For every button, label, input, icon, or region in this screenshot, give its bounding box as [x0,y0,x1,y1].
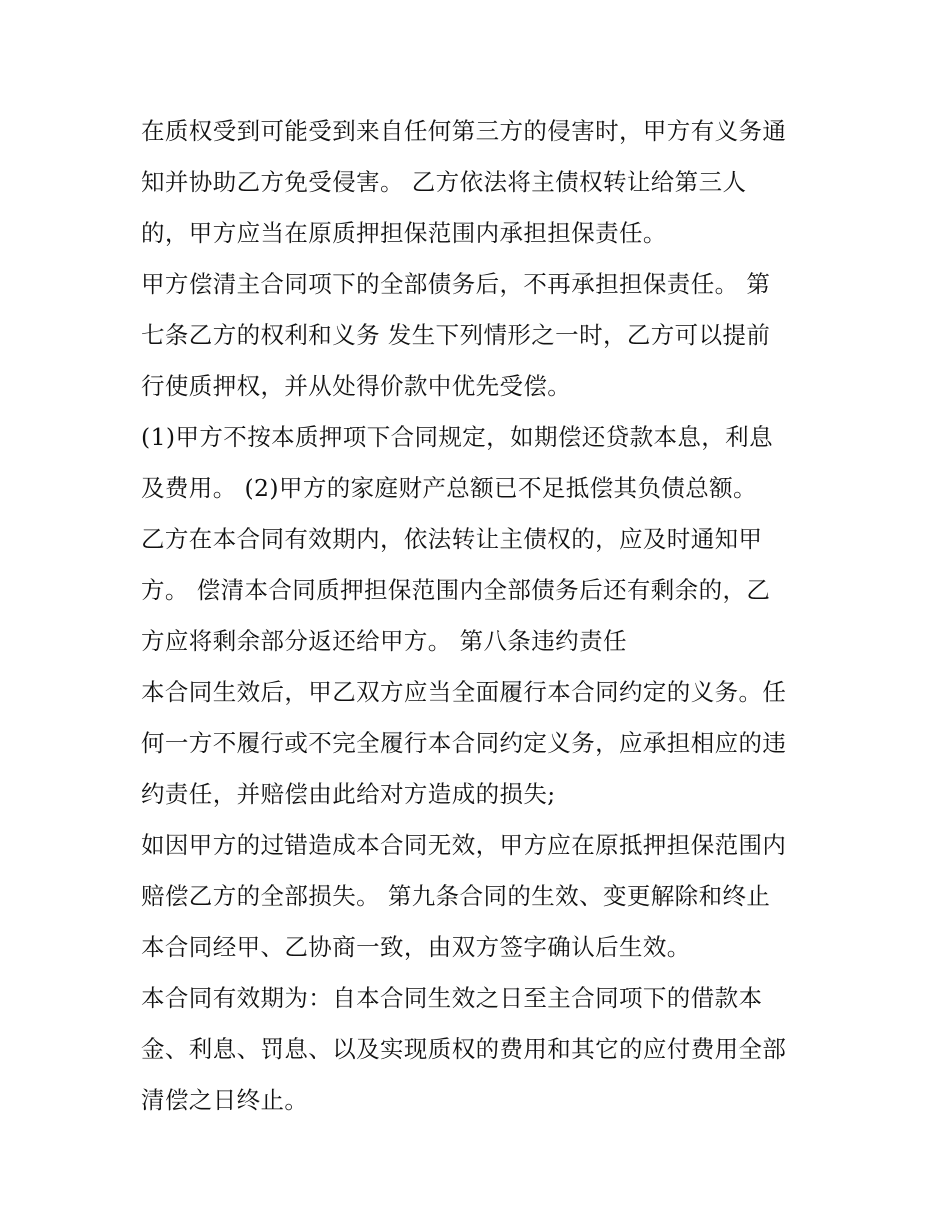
text-line: 知并协助乙方免受侵害。 乙方依法将主债权转让给第三人 [141,168,747,196]
text-line: 七条乙方的权利和义务 发生下列情形之一时，乙方可以提前 [141,321,771,349]
text-line: 本合同有效期为：自本合同生效之日至主合同项下的借款本 [141,984,763,1012]
text-line: 在质权受到可能受到来自任何第三方的侵害时，甲方有义务通 [141,117,787,145]
text-line: 及费用。 (2)甲方的家庭财产总额已不足抵偿其负债总额。 [141,474,757,502]
text-line: 的，甲方应当在原质押担保范围内承担担保责任。 [141,219,667,247]
text-line: 行使质押权，并从处得价款中优先受偿。 [141,372,572,400]
text-line: 方应将剩余部分返还给甲方。 第八条违约责任 [141,627,627,655]
document-body [141,106,821,1126]
text-line: 乙方在本合同有效期内，依法转让主债权的，应及时通知甲 [141,525,763,553]
text-line: 清偿之日终止。 [141,1086,309,1114]
text-line: 约责任，并赔偿由此给对方造成的损失; [141,780,556,808]
text-line: 金、利息、罚息、以及实现质权的费用和其它的应付费用全部 [141,1035,787,1063]
text-line: 赔偿乙方的全部损失。 第九条合同的生效、变更解除和终止 [141,882,771,910]
text-line: 方。 偿清本合同质押担保范围内全部债务后还有剩余的，乙 [141,576,771,604]
text-line: 本合同生效后，甲乙双方应当全面履行本合同约定的义务。任 [141,678,787,706]
text-line: 何一方不履行或不完全履行本合同约定义务，应承担相应的违 [141,729,787,757]
text-line: 甲方偿清主合同项下的全部债务后，不再承担担保责任。 第 [141,270,771,298]
text-line: (1)甲方不按本质押项下合同规定，如期偿还贷款本息，利息 [141,423,773,451]
text-line: 本合同经甲、乙协商一致，由双方签字确认后生效。 [141,933,691,961]
text-line: 如因甲方的过错造成本合同无效，甲方应在原抵押担保范围内 [141,831,787,859]
